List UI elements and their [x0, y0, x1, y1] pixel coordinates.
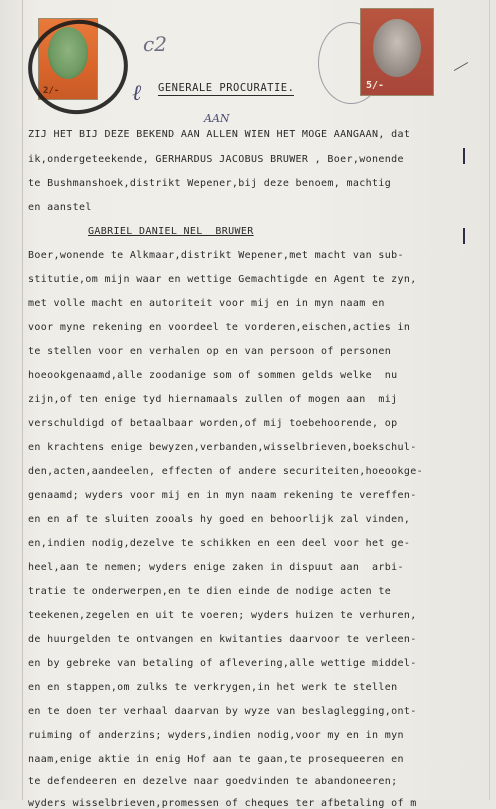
- appointee-name: GABRIEL DANIEL NEL BRUWER: [88, 226, 254, 237]
- margin-rule: [22, 0, 23, 800]
- document-title: GENERALE PROCURATIE.: [158, 82, 295, 94]
- ink-flourish: ℓ: [132, 81, 142, 106]
- text-line: heel,aan te nemen; wyders enige zaken in dispuut aan arbi-: [28, 562, 404, 573]
- text-line: en te doen ter verhaal daarvan by wyze van beslaglegging,ont-: [28, 706, 417, 717]
- page-edge: [489, 0, 490, 800]
- stamp-value-right: 5/-: [366, 80, 385, 91]
- text-line: en aanstel: [28, 202, 92, 213]
- text-line: verschuldigd of betaalbaar worden,of mij toebehoorende, op: [28, 418, 398, 429]
- margin-tick-mark: [463, 148, 465, 164]
- text-line: en en af te sluiten zooals hy goed en behoorlijk zal vinden,: [28, 514, 411, 525]
- text-line: voor myne rekening en voordeel te vorderen,eischen,acties in: [28, 322, 411, 333]
- cancellation-oval: [19, 11, 136, 124]
- text-line: te defendeeren en dezelve naar goedvinden te abandoneeren;: [28, 776, 398, 787]
- text-line: stitutie,om mijn waar en wettige Gemachtigde en Agent te zyn,: [28, 274, 417, 285]
- text-line: met volle macht en autoriteit voor mij en in myn naam en: [28, 298, 385, 309]
- text-line: Boer,wonende te Alkmaar,distrikt Wepener,met macht van sub-: [28, 250, 404, 261]
- text-line: en krachtens enige bewyzen,verbanden,wisselbrieven,boekschul-: [28, 442, 417, 453]
- text-line: zijn,of ten enige tyd hiernamaals zullen of mogen aan mij: [28, 394, 398, 405]
- text-line: ZIJ HET BIJ DEZE BEKEND AAN ALLEN WIEN HET MOGE AANGAAN, dat: [28, 129, 411, 140]
- text-line: en by gebreke van betaling of aflevering,alle wettige middel-: [28, 658, 417, 669]
- pencil-mark: [454, 62, 468, 71]
- text-line: tratie te onderwerpen,en te dien einde de nodige acten te: [28, 586, 392, 597]
- text-line: genaamd; wyders voor mij en in myn naam rekening te vereffen-: [28, 490, 417, 501]
- text-line: te Bushmanshoek,distrikt Wepener,bij deze benoem, machtig: [28, 178, 392, 189]
- text-line: teekenen,zegelen en uit te voeren; wyders huizen te verhuren,: [28, 610, 417, 621]
- text-line: te stellen voor en verhalen op en van persoon of personen: [28, 346, 392, 357]
- text-line: en,indien nodig,dezelve te schikken en een deel voor het ge-: [28, 538, 411, 549]
- pencil-annotation: c2: [143, 32, 167, 56]
- text-line: wyders wisselbrieven,promessen of cheques ter afbetaling of m: [28, 798, 417, 809]
- text-line: hoeookgenaamd,alle zoodanige som of sommen gelds welke nu: [28, 370, 398, 381]
- handwritten-aan: AAN: [204, 112, 230, 125]
- text-line: de huurgelden te ontvangen en kwitanties daarvoor te verleen-: [28, 634, 417, 645]
- text-line: en en stappen,om zulks te verkrygen,in het werk te stellen: [28, 682, 398, 693]
- text-line: naam,enige aktie in enig Hof aan te gaan,te prosequeeren en: [28, 754, 404, 765]
- revenue-stamp-right: [360, 8, 434, 96]
- margin-tick-mark: [463, 228, 465, 244]
- stamp-portrait-right: [373, 19, 421, 77]
- stamp-value-left: 2/-: [43, 86, 60, 96]
- text-line: den,acten,aandeelen, effecten of andere securiteiten,hoeookge-: [28, 466, 423, 477]
- text-line: ruiming of anderzins; wyders,indien nodig,voor my en in myn: [28, 730, 404, 741]
- text-line: ik,ondergeteekende, GERHARDUS JACOBUS BRUWER , Boer,wonende: [28, 154, 404, 165]
